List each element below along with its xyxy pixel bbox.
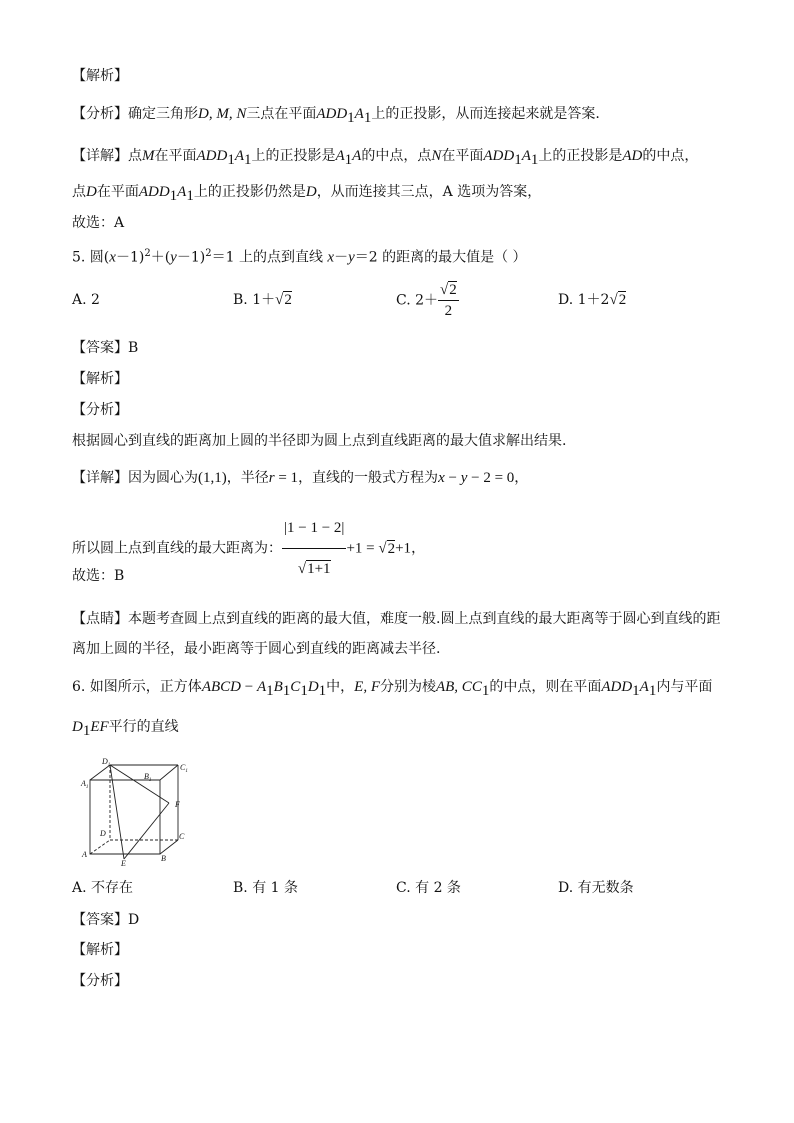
q5-option-c: C. 2＋ $\frac{√2}{2}$ [396, 282, 457, 319]
section-label: 【解析】 [72, 68, 128, 84]
detail-line-1: 【详解】点M在平面$ADD_1A_1$上的正投影是$A_1A$的中点，点N在平面$ADD_1A_1$上的正投影是AD的中点， [72, 148, 699, 168]
section-label: 【分析】 [72, 973, 128, 989]
label-a1: $A_1$ [81, 779, 89, 790]
section-label: 【解析】 [72, 371, 128, 387]
label-a: A [82, 850, 87, 859]
analysis-line: 【分析】确定三角形D, M, N三点在平面$ADD_1A_1$上的正投影，从而连接起来就是答案. [72, 106, 600, 126]
distance-formula-line: 所以圆上点到直线的最大距离为： $\frac{|1 - 1 - 2|}{√1+1}$ +1 = √2+1， [72, 508, 425, 589]
label-d: D [100, 829, 106, 838]
section-label: 【分析】 [72, 402, 128, 418]
q5-option-d: D. 1＋2√2 [558, 292, 627, 308]
answer-label: 【答案】D [72, 912, 140, 928]
label-c1: $C_1$ [180, 763, 188, 774]
label-b1: $B_1$ [144, 772, 152, 783]
answer-choice-line: 故选：A [72, 215, 125, 231]
label-d1: $D_1$ [102, 758, 111, 768]
question-6-line-2: $D_1EF$平行的直线 [72, 719, 179, 739]
answer-choice-line: 故选：B [72, 568, 125, 584]
label-e: E [121, 859, 126, 868]
q5-option-a: A. 2 [72, 292, 100, 308]
question-5: 5. 圆$(x-1)^2+(y-1)^2=1$ 上的点到直线 x－y＝2 的距离的最大值是（ ） [72, 248, 527, 266]
question-6-line-1: 6. 如图所示，正方体ABCD − $A_1B_1C_1D_1$中，E, F分别为棱AB, $CC_1$的中点，则在平面$ADD_1A_1$内与平面 [72, 679, 713, 699]
q6-option-c: C. 有 2 条 [396, 880, 461, 896]
q6-option-a: A. 不存在 [72, 880, 134, 896]
label-f: F [175, 800, 180, 809]
q6-option-b: B. 有 1 条 [233, 880, 298, 896]
cube-figure [78, 758, 196, 868]
q6-option-d: D. 有无数条 [558, 880, 634, 896]
section-label: 【解析】 [72, 942, 128, 958]
comment-line-2: 离加上圆的半径，最小距离等于圆心到直线的距离减去半径. [72, 641, 441, 657]
detail-line-2: 点D在平面$ADD_1A_1$上的正投影仍然是D，从而连接其三点，A 选项为答案， [72, 184, 542, 204]
label-c: C [179, 832, 185, 841]
label-b: B [161, 854, 166, 863]
detail-line: 【详解】因为圆心为(1,1)，半径r = 1，直线的一般式方程为x − y − 2 = 0， [72, 470, 529, 486]
comment-line-1: 【点睛】本题考查圆上点到直线的距离的最大值，难度一般.圆上点到直线的最大距离等于圆心到直线的距 [72, 611, 721, 627]
analysis-text: 根据圆心到直线的距离加上圆的半径即为圆上点到直线距离的最大值求解出结果. [72, 433, 567, 449]
q5-option-b: B. 1＋√2 [233, 292, 292, 308]
answer-label: 【答案】B [72, 340, 139, 356]
